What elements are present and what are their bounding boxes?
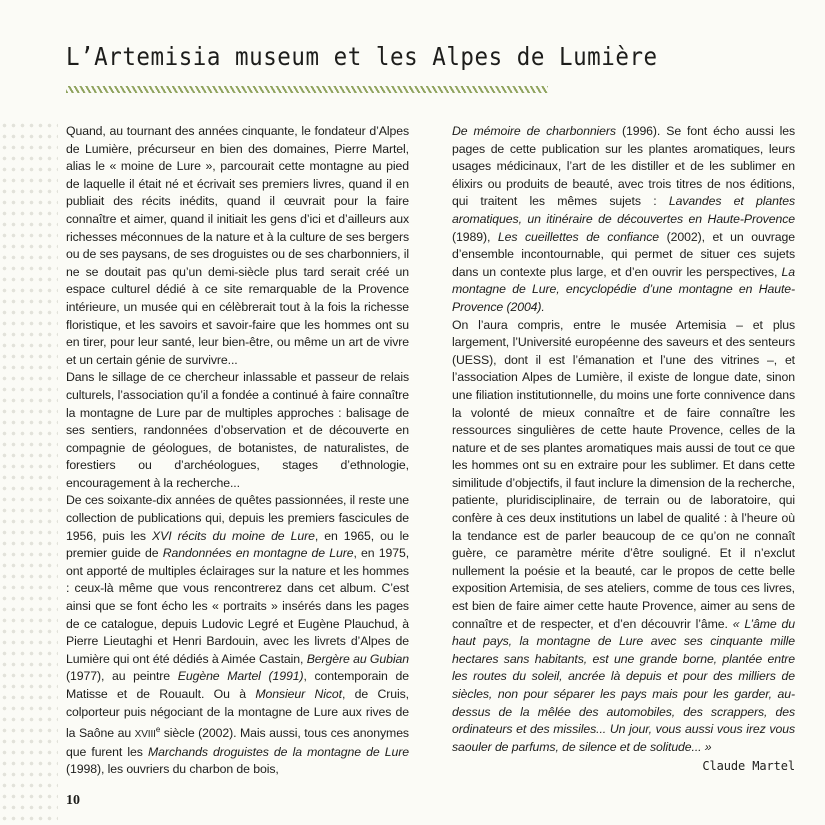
text-run: , de Cruis, colporteur puis négociant de la montagne de Lure aux rives de la Saône au [66, 687, 409, 741]
right-column [452, 123, 795, 776]
text-run: (1989), [452, 229, 498, 244]
left-column [66, 123, 409, 779]
text-run: , contemporain de Matisse et de Rouault. Ou à [66, 669, 409, 701]
book-title: Lavandes et plantes aromatiques, un itinéraire de découvertes en Haute-Provence [452, 194, 796, 226]
paragraph-association: Dans le sillage de ce chercheur inlassable et passeur de relais culturels, l’association qu’il a fondée a continué à faire connaître la montagne de Lure par de multiples approches : balisage de ses sentiers, randonnées d’observation et de découverte en compagnie de géologues, de botanistes, de naturalistes, de forestiers ou d’archéologues, stages d’ethnologie, encouragement à la recherche... [66, 370, 409, 490]
text-run: , en 1975, ont apporté de multiples éclairages sur la nature et les hommes : ceux-là même que vous rencontrerez dans cet album. C’est ainsi que se font écho les « portraits » insérés dans les pages de ce catalogue, depuis Ludovic Legré et Eugène Plauchud, à Pierre Lieutaghi et Henri Bardouin, avec les livrets d’Alpes de Lumière qui ont été dédiés à Aimée Castain, [66, 546, 410, 666]
paragraph-intro: Quand, au tournant des années cinquante, le fondateur d’Alpes de Lumière, précurseur en bien des domaines, Pierre Martel, alias le « moine de Lure », parcourait cette montagne au pied de laquelle il était né et écrivait ses premiers livres, quand il en publiait des récits inédits, quand il œuvrait pour la faire connaître et aimer, quand il initiait les gens d’ici et d’ailleurs aux richesses méconnues de la nature et à la culture de ses bergers ou de ses paysans, de ses droguistes ou de ses charbonniers, il ne se doutait pas qu’un demi-siècle plus tard serait créé un espace culturel dédié à ce site remarquable de la Provence intérieure, un musée qui en célèbrerait tout à la fois la richesse floristique, et les savoirs et savoir-faire que les hommes ont su en tirer, pour leur santé, leur bien-être, ou même un art de vivre et un certain génie de survivre... [66, 124, 410, 367]
text-run: siècle (2002). Mais aussi, tous ces anonymes que furent les [66, 726, 409, 759]
book-title: XVI récits du moine de Lure [152, 528, 315, 543]
century-superscript: e [155, 725, 161, 735]
text-run: On l’aura compris, entre le musée Artemisia – et plus largement, l’Université européenne des saveurs et des senteurs (UESS), dont il est l’émanation et l’une des vitrines –, et l’association Alpes de Lumière, il existe de longue date, sinon une filiation institutionnelle, du moins une forte connivence dans la volonté de mieux connaître et de faire connaître les ressources singulières de cette haute Provence, celles de la nature et de ses plantes aromatiques mais aussi de tout ce que les hommes ont su en extraire pour les sublimer. Et dans cette similitude d’objectifs, il faut inclure la dimension de la recherche, patiente, pluridisciplinaire, de terrain ou de laboratoire, qui confère à ces deux institutions un label de qualité : à l’heure où la tendance est de parler beaucoup de ce qu’on ne connaît guère, ce paramètre mérite d’être souligné. Et il n’exclut nullement la poésie et la beauté, car le propos de cette belle exposition Artemisia, de ses ateliers, comme de tous ces livres, est bien de faire aimer cette haute Provence, aimer au sens de connaître et de respecter, et d’en découvrir l’âme. [452, 317, 795, 631]
book-title: Bergère au Gubian [306, 651, 409, 666]
book-title: Marchands droguistes de la montagne de Lure [147, 744, 409, 759]
text-run: (1996). Se font écho aussi les pages de cette publication sur les plantes aromatiques, leurs usages médicinaux, l’art de les distiller et de les sublimer en élixirs ou produits de beauté, avec trois titres de nos éditions, qui traitent les mêmes sujets : [452, 124, 795, 209]
paragraph-conclusion [452, 317, 795, 757]
century-numeral: XVIII [134, 729, 156, 741]
paragraph-aromatic-plants [452, 123, 795, 317]
book-title: Eugène Martel (1991) [177, 669, 304, 684]
book-title: Monsieur Nicot [255, 687, 342, 701]
text-run: De ces soixante-dix années de quêtes passionnées, il reste une collection de publications qui, depuis les premiers fascicules de 1956, puis les [66, 493, 409, 543]
text-run: , en 1965, ou le premier guide de [66, 528, 409, 561]
paragraph-publications [66, 492, 409, 779]
book-title: Les cueillettes de confiance [497, 229, 660, 244]
dotted-margin-decoration [0, 120, 58, 825]
book-title: La montagne de Lure, encyclopédie d’une montagne en Haute-Provence (2004). [452, 264, 795, 314]
page-title: L’Artemisia museum et les Alpes de Lumière [66, 42, 658, 71]
page-number: 10 [66, 793, 80, 808]
book-title: De mémoire de charbonniers [452, 124, 616, 138]
closing-quote: « L’âme du haut pays, la montagne de Lure avec ses cinquante mille hectares sans habitants, est une grande borne, plantée entre les routes du soleil, ancrée là depuis et pour des milliers de siècles, non pour séparer les pays mais pour les garder, au-dessus de la mêlée des automobiles, des scrappers, des ordinateurs et des missiles... Un jour, vous aussi vous irez vous saouler de parfums, de silence et de solitude... » [452, 616, 795, 754]
text-run: (2002), et un ouvrage d’ensemble incontournable, qui permet de situer ces sujets dans un contexte plus large, et d’en ouvrir les perspectives, [452, 229, 795, 279]
book-title: Randonnées en montagne de Lure [162, 546, 354, 561]
title-underline-decoration [66, 86, 548, 93]
text-run: (1998), les ouvriers du charbon de bois, [66, 762, 279, 777]
text-run: (1977), au peintre [66, 669, 178, 684]
author-signature: Claude Martel [702, 759, 795, 774]
